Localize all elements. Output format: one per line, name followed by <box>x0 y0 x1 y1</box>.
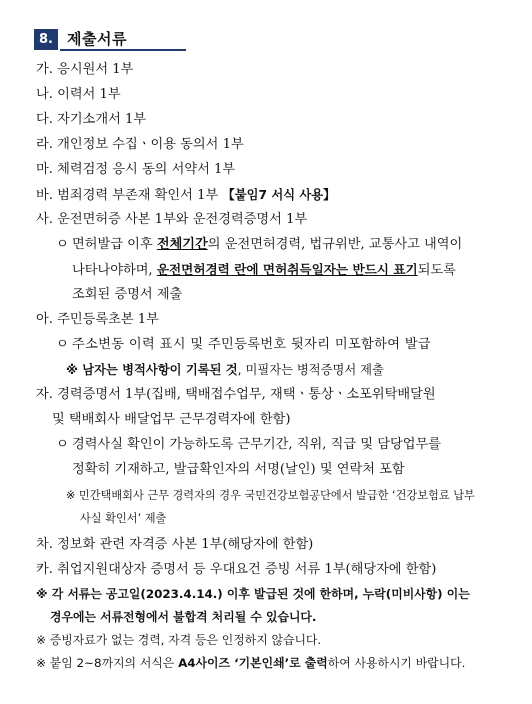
item-sa-detail-line2: 나타나야하며, 운전면허경력 란에 면허취득일자는 반드시 표기되도록 <box>72 262 456 278</box>
emphasis-full-period: 전체기간 <box>156 237 208 252</box>
item-ja-line2: 및 택배회사 배달업무 근무경력자에 한함) <box>52 412 291 427</box>
section-number: 8. <box>34 29 58 50</box>
item-ba <box>36 186 335 205</box>
bullet-icon: ㅇ <box>56 237 69 252</box>
item-ka: 카. 취업지원대상자 증명서 등 우대요건 증빙 서류 1부(해당자에 한함) <box>36 562 437 577</box>
note-no-evidence: ※ 증빙자료가 없는 경력, 자격 등은 인정하지 않습니다. <box>36 633 322 647</box>
section-title: 제출서류 <box>67 30 127 48</box>
item-sa: 사. 운전면허증 사본 1부와 운전경력증명서 1부 <box>36 212 308 227</box>
bullet-icon: ㅇ <box>56 437 69 452</box>
emphasis-a4-print: A4사이즈 ‘기본인쇄’로 출력 <box>178 656 328 670</box>
item-ga: 가. 응시원서 1부 <box>36 62 134 77</box>
section-header <box>34 29 186 51</box>
emphasis-license-date: 운전면허경력 란에 면허취득일자는 반드시 표기 <box>156 262 418 277</box>
item-ja-detail-line1: ㅇ 경력사실 확인이 가능하도록 근무기간, 직위, 직급 및 담당업무를 <box>56 437 441 452</box>
item-ba-text: 바. 범죄경력 부존재 확인서 1부 <box>36 188 219 203</box>
item-ja-note-line1: ※ 민간택배회사 근무 경력자의 경우 국민건강보험공단에서 발급한 ‘건강보험료 납부 <box>66 489 475 502</box>
item-ra: 라. 개인정보 수집ㆍ이용 동의서 1부 <box>36 137 244 152</box>
warning-line1: ※ 각 서류는 공고일(2023.4.14.) 이후 발급된 것에 한하며, 누락(미비사항) 이는 <box>36 587 470 601</box>
item-ma: 마. 체력검정 응시 동의 서약서 1부 <box>36 162 236 177</box>
item-a: 아. 주민등록초본 1부 <box>36 312 159 327</box>
bullet-icon: ㅇ <box>56 337 69 352</box>
item-a-detail: ㅇ 주소변동 이력 표시 및 주민등록번호 뒷자리 미포함하여 발급 <box>56 337 432 352</box>
item-ja: 자. 경력증명서 1부(집배, 택배접수업무, 재택ㆍ통상ㆍ소포위탁배달원 <box>36 387 436 402</box>
note-print-format: ※ 붙임 2~8까지의 서식은 A4사이즈 ‘기본인쇄’로 출력하여 사용하시기 바랍니다. <box>36 656 466 670</box>
item-cha: 차. 정보화 관련 자격증 사본 1부(해당자에 한함) <box>36 537 314 552</box>
item-ja-detail-line2: 정확히 기재하고, 발급확인자의 서명(날인) 및 연락처 포함 <box>72 462 405 477</box>
section-title-underline <box>60 49 186 51</box>
item-sa-detail-line1: ㅇ 면허발급 이후 전체기간의 운전면허경력, 법규위반, 교통사고 내역이 <box>56 237 463 252</box>
emphasis-military-record: ※ 남자는 병적사항이 기록된 것 <box>66 363 238 377</box>
item-a-note: ※ 남자는 병적사항이 기록된 것, 미필자는 병적증명서 제출 <box>66 363 384 377</box>
item-na: 나. 이력서 1부 <box>36 87 121 102</box>
item-ja-note-line2: 사실 확인서’ 제출 <box>80 512 167 525</box>
item-da: 다. 자기소개서 1부 <box>36 112 147 127</box>
item-sa-detail-line3: 조회된 증명서 제출 <box>72 287 183 302</box>
item-ba-form-note: 【붙임7 서식 사용】 <box>222 188 336 202</box>
warning-line2: 경우에는 서류전형에서 불합격 처리될 수 있습니다. <box>50 610 317 624</box>
